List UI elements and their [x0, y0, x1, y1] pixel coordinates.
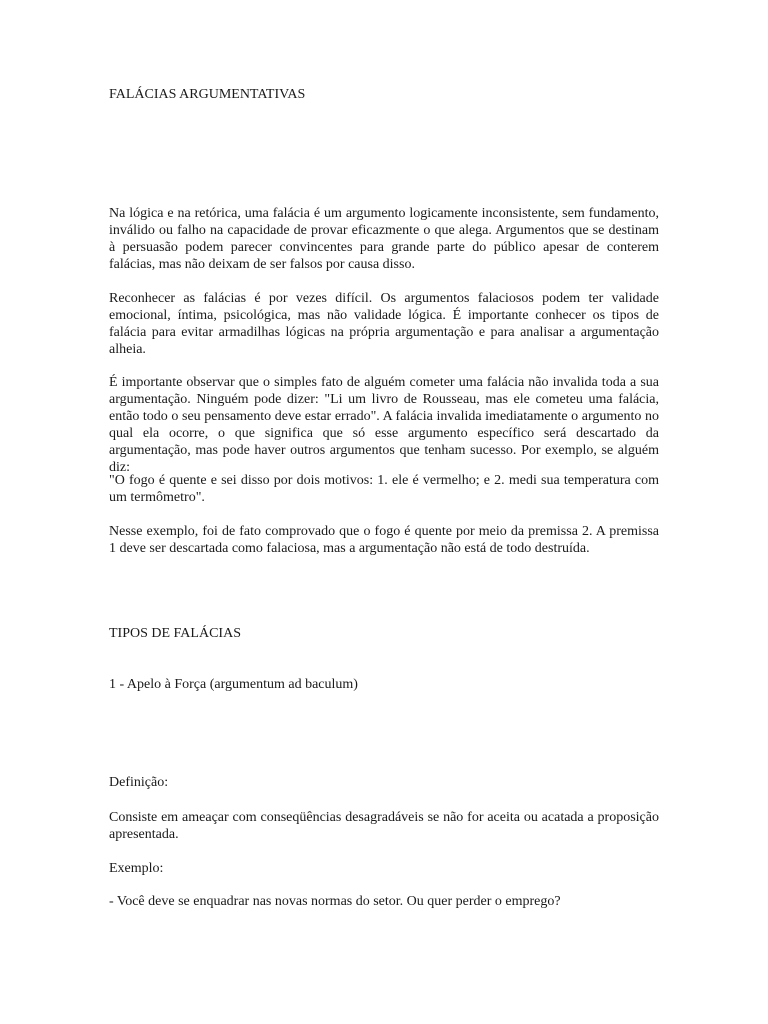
- section-title: TIPOS DE FALÁCIAS: [109, 626, 241, 641]
- document-title: FALÁCIAS ARGUMENTATIVAS: [109, 87, 306, 102]
- paragraph-fire-example-quote: "O fogo é quente e sei disso por dois motivos: 1. ele é vermelho; e 2. medi sua temperatura com um termômetro".: [109, 473, 659, 505]
- example-text: - Você deve se enquadrar nas novas normas do setor. Ou quer perder o emprego?: [109, 894, 561, 909]
- paragraph-definition-of-fallacy: Na lógica e na retórica, uma falácia é um argumento logicamente inconsistente, sem fundamento, inválido ou falho na capacidade de provar eficazmente o que alega. Argumentos que se destinam à persuasão podem parecer convincentes para grande parte do público apesar de conterem falácias, mas não deixam de ser falsos por causa disso.: [109, 206, 659, 272]
- paragraph-fallacy-does-not-invalidate: É importante observar que o simples fato de alguém cometer uma falácia não invalida toda a sua argumentação. Ninguém pode dizer: "Li um livro de Rousseau, mas ele cometeu uma falácia, então todo o seu pensamento deve estar errado". A falácia invalida imediatamente o argumento no qual ela ocorre, o que significa que só esse argumento específico será descartado da argumentação, mas pode haver outros argumentos que tenham sucesso. Por exemplo, se alguém diz:: [109, 375, 659, 475]
- item-title: 1 - Apelo à Força (argumentum ad baculum): [109, 677, 358, 692]
- definition-label: Definição:: [109, 775, 169, 790]
- paragraph-recognizing-fallacies: Reconhecer as falácias é por vezes difícil. Os argumentos falaciosos podem ter validade emocional, íntima, psicológica, mas não validade lógica. É importante conhecer os tipos de falácia para evitar armadilhas lógicas na própria argumentação e para analisar a argumentação alheia.: [109, 291, 659, 357]
- definition-text: Consiste em ameaçar com conseqüências desagradáveis se não for aceita ou acatada a proposição apresentada.: [109, 810, 659, 842]
- example-label: Exemplo:: [109, 861, 164, 876]
- paragraph-example-explanation: Nesse exemplo, foi de fato comprovado que o fogo é quente por meio da premissa 2. A premissa 1 deve ser descartada como falaciosa, mas a argumentação não está de todo destruída.: [109, 524, 659, 556]
